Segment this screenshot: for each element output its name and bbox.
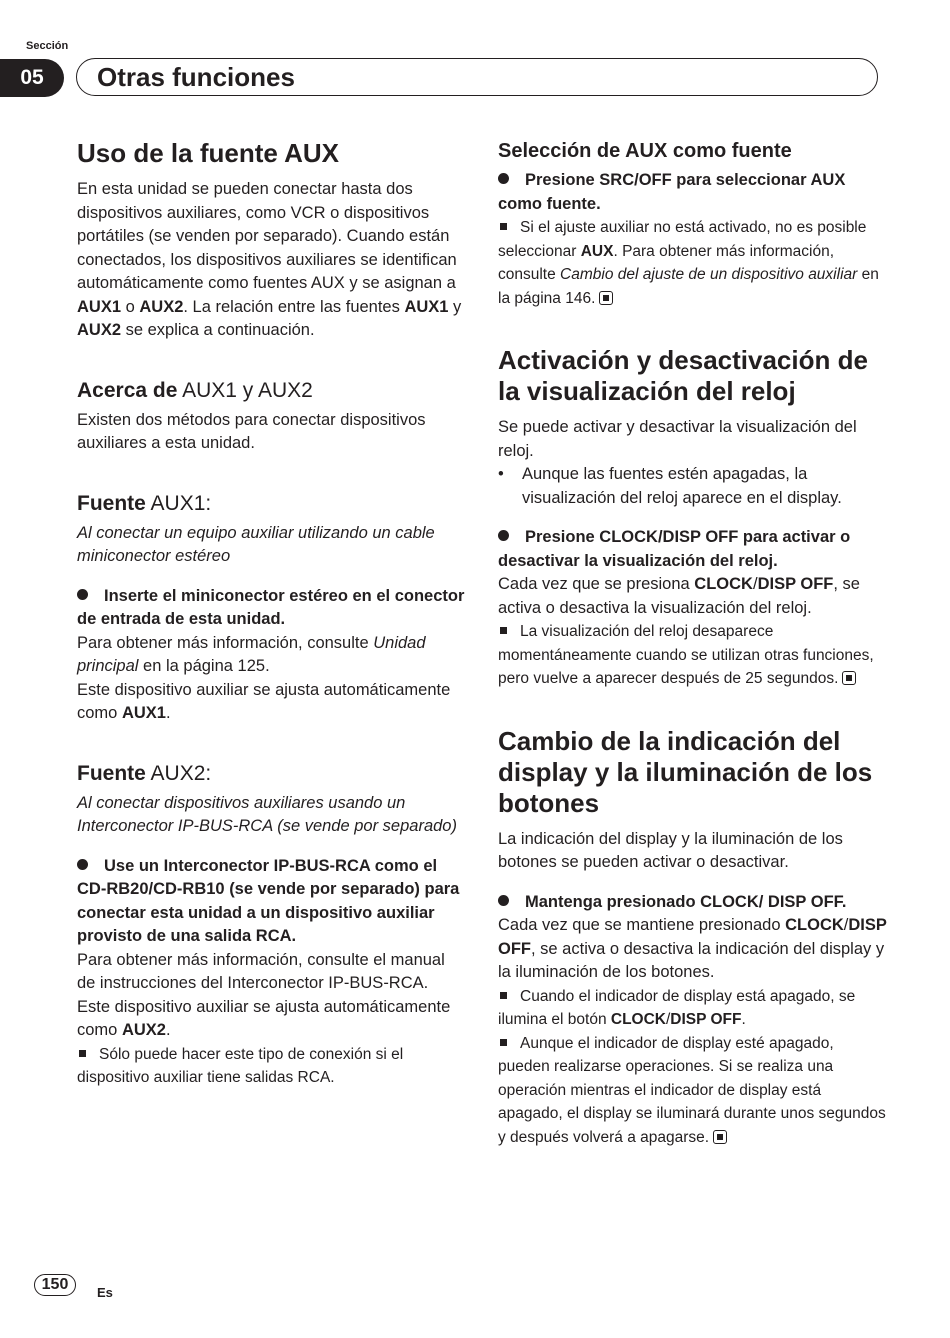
end-mark-icon <box>713 1130 727 1144</box>
page-number: 150 <box>34 1274 76 1296</box>
bullet-dot-icon <box>77 859 88 870</box>
left-column <box>77 138 467 1090</box>
aux2-instruction: Use un Interconector IP-BUS-RCA como el CD-RB20/CD-RB10 (se vende por separado) para conectar esta unidad a un dispositivo auxiliar provisto de una salida RCA. <box>77 856 460 945</box>
display-each-hold: Cada vez que se mantiene presionado CLOCK/DISP OFF, se activa o desactiva la indicación del display y la iluminación de los botones. <box>498 916 887 981</box>
bullet-dot-icon <box>498 530 509 541</box>
end-mark-icon <box>599 291 613 305</box>
clock-each-press: Cada vez que se presiona CLOCK/DISP OFF, se activa o desactiva la visualización del reloj. <box>498 575 860 617</box>
display-note-1: Cuando el indicador de display está apagado, se ilumina el botón CLOCK/DISP OFF. <box>498 987 856 1028</box>
clock-note: La visualización del reloj desaparece momentáneamente cuando se utilizan otras funciones, pero vuelve a aparecer después de 25 segundos. <box>498 623 874 687</box>
bullet-icon: • <box>498 465 504 483</box>
aux2-auto-setting: Este dispositivo auxiliar se ajusta automáticamente como AUX2. <box>77 997 451 1039</box>
note-square-icon <box>500 992 507 999</box>
chapter-title-text: Otras funciones <box>97 61 295 92</box>
aux1-auto-setting: Este dispositivo auxiliar se ajusta automáticamente como AUX1. <box>77 680 451 722</box>
aux2-subtitle: Al conectar dispositivos auxiliares usando un Interconector IP-BUS-RCA (se vende por separado) <box>77 793 457 835</box>
clock-intro: Se puede activar y desactivar la visualización del reloj. <box>498 418 857 460</box>
note-square-icon <box>500 223 507 230</box>
bullet-dot-icon <box>498 173 509 184</box>
language-code: Es <box>97 1285 113 1300</box>
aux1-subtitle: Al conectar un equipo auxiliar utilizando un cable miniconector estéreo <box>77 523 435 565</box>
clock-instruction: Presione CLOCK/DISP OFF para activar o desactivar la visualización del reloj. <box>498 528 851 570</box>
end-mark-icon <box>842 671 856 685</box>
aux1-instruction: Inserte el miniconector estéreo en el conector de entrada de esta unidad. <box>77 586 465 628</box>
aux2-more-info: Para obtener más información, consulte el manual de instrucciones del Interconector IP-BUS-RCA. <box>77 950 445 992</box>
display-note-2: Aunque el indicador de display esté apagado, pueden realizarse operaciones. Si se realiza una operación mientras el indicador de display está apagado, el display se iluminará durante unos segundos y después volverá a apagarse. <box>498 1034 886 1146</box>
aux-source-heading: Uso de la fuente AUX <box>77 138 339 168</box>
display-intro: La indicación del display y la iluminación de los botones se pueden activar o desactivar. <box>498 829 843 871</box>
aux2-heading: Fuente AUX2: <box>77 761 212 785</box>
bullet-dot-icon <box>498 895 509 906</box>
select-aux-heading: Selección de AUX como fuente <box>498 140 792 162</box>
bullet-dot-icon <box>77 589 88 600</box>
clock-bullet: • Aunque las fuentes estén apagadas, la visualización del reloj aparece en el display. <box>498 465 842 507</box>
select-aux-instruction: Presione SRC/OFF para seleccionar AUX como fuente. <box>498 171 846 213</box>
display-heading: Cambio de la indicación del display y la iluminación de los botones <box>498 725 873 818</box>
section-number-tab: 05 <box>0 59 64 97</box>
aux1-heading: Fuente AUX1: <box>77 491 212 515</box>
aux2-note: Sólo puede hacer este tipo de conexión si el dispositivo auxiliar tiene salidas RCA. <box>77 1045 404 1086</box>
about-aux-paragraph: Existen dos métodos para conectar dispositivos auxiliares a esta unidad. <box>77 410 426 452</box>
note-square-icon <box>79 1050 86 1057</box>
right-column <box>498 138 888 1149</box>
aux-intro-paragraph: En esta unidad se pueden conectar hasta dos dispositivos auxiliares, como VCR o dispositivos portátiles (se venden por separado). Cuando están conectados, los dispositivos auxiliares se identifican automáticamente como fuentes AUX y se asignan a AUX1 o AUX2. La relación entre las fuentes AUX1 y AUX2 se explica a continuación. <box>77 180 462 339</box>
select-aux-note: Si el ajuste auxiliar no está activado, no es posible seleccionar AUX. Para obtener más información, consulte Cambio del ajuste de un dispositivo auxiliar en la página 146. <box>498 219 879 307</box>
note-square-icon <box>500 627 507 634</box>
clock-heading: Activación y desactivación de la visualización del reloj <box>498 345 868 406</box>
section-label: Sección <box>26 40 69 52</box>
aux1-more-info: Para obtener más información, consulte Unidad principal en la página 125. <box>77 633 426 675</box>
about-aux-heading: Acerca de AUX1 y AUX2 <box>77 378 313 402</box>
chapter-title <box>76 58 878 96</box>
note-square-icon <box>500 1039 507 1046</box>
display-instruction: Mantenga presionado CLOCK/ DISP OFF. <box>498 891 888 915</box>
